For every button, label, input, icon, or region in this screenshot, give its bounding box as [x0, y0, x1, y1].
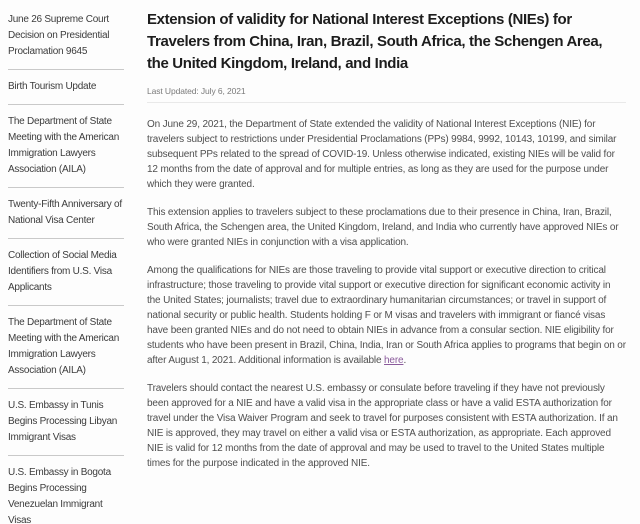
last-updated: Last Updated: July 6, 2021 — [147, 86, 626, 103]
sidebar — [0, 0, 130, 524]
paragraph-2: This extension applies to travelers subject to these proclamations due to their presence in China, Iran, Brazil, South Africa, the Schengen area, the United Kingdom, Ireland, and India who currently have approved NIEs or who were granted NIEs in conjunction with a visa application. — [147, 207, 619, 248]
sidebar-item-dos-aila-meeting-2[interactable]: The Department of State Meeting with the American Immigration Lawyers Association (AILA) — [8, 306, 124, 389]
sidebar-item-bogota-venezuelan-visas[interactable]: U.S. Embassy in Bogota Begins Processing Venezuelan Immigrant Visas — [8, 467, 111, 524]
sidebar-item-tunis-libyan-visas[interactable]: U.S. Embassy in Tunis Begins Processing Libyan Immigrant Visas — [8, 389, 124, 456]
paragraph-3 — [147, 263, 626, 368]
paragraph-3-text: Among the qualifications for NIEs are those traveling to provide vital support or executive direction to critical infrastructure; those traveling to provide vital support or executive direction for significant economic activity in the United States; journalists; travel due to extraordinary humanitarian circumstances; or travel in support of national security or public health. Students holding F or M visas and travelers with immigrant or fiancé visas have been granted NIEs and do not need to obtain NIEs in advance from a consular section. NIE eligibility for students who have been present in Brazil, China, India, Iran or South Africa applies to programs that begin on or after August 1, 2021. Additional information is available — [147, 265, 626, 366]
sidebar-item-social-media-identifiers[interactable]: Collection of Social Media Identifiers from U.S. Visa Applicants — [8, 239, 124, 306]
paragraph-3-after: . — [403, 355, 407, 366]
article-body — [147, 117, 626, 471]
page-title: Extension of validity for National Interest Exceptions (NIEs) for Travelers from China, Iran, Brazil, South Africa, the Schengen Area, the United Kingdom, Ireland, and India — [147, 11, 603, 72]
paragraph-1: On June 29, 2021, the Department of State extended the validity of National Interest Exceptions (NIE) for travelers subject to restrictions under Presidential Proclamations (PPs) 9984, 9992, 10143, 10199, and similar subsequent PPs related to the spread of COVID-19. Unless otherwise indicated, existing NIEs will be valid for 12 months from the date of approval and for multiple entries, as long as they are used for the purpose under which they were granted. — [147, 119, 617, 190]
sidebar-item-june-26-supreme-court[interactable]: June 26 Supreme Court Decision on Presidential Proclamation 9645 — [8, 3, 124, 70]
sidebar-item-birth-tourism-update[interactable]: Birth Tourism Update — [8, 70, 124, 105]
article — [130, 0, 640, 524]
paragraph-4: Travelers should contact the nearest U.S. embassy or consulate before traveling if they have not previously been approved for a NIE and have a valid visa in the appropriate class or have a valid ESTA authorization for travel under the Visa Waiver Program and seek to travel for purposes consistent with ESTA authorization. If an NIE is approved, they may travel on either a valid visa or ESTA authorization, as appropriate. Each approved NIE is valid for 12 months from the date of approval and may be used to travel to the United States multiple times for the purpose indicated in the approved NIE. — [147, 383, 618, 469]
here-link[interactable]: here — [384, 355, 404, 366]
sidebar-item-nvc-25th-anniversary[interactable]: Twenty-Fifth Anniversary of National Visa Center — [8, 188, 124, 239]
sidebar-item-dos-aila-meeting-1[interactable]: The Department of State Meeting with the American Immigration Lawyers Association (AILA) — [8, 105, 124, 188]
